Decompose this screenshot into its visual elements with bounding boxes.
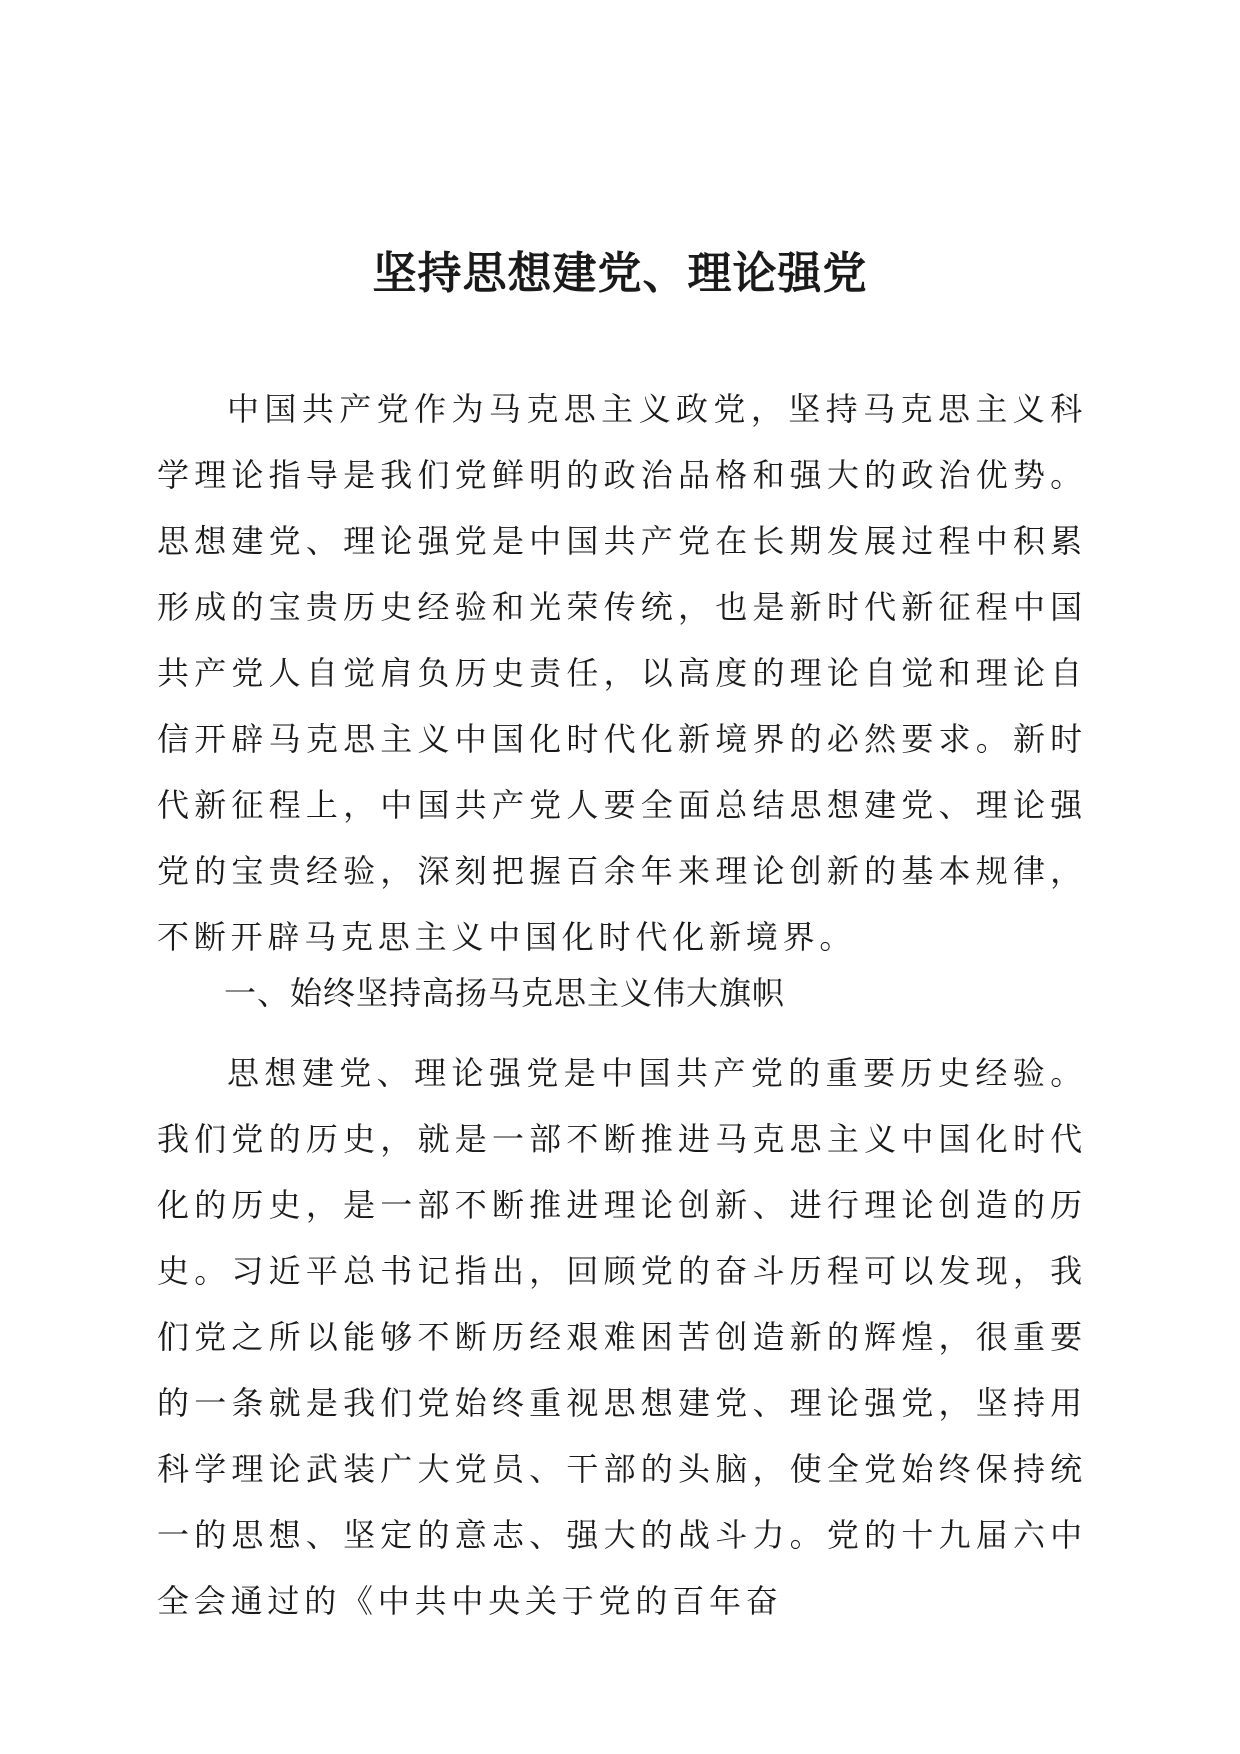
section-heading: 一、始终坚持高扬马克思主义伟大旗帜 [224, 974, 786, 1012]
section-paragraph: 思想建党、理论强党是中国共产党的重要历史经验。我们党的历史，就是一部不断推进马克思主义中国化时代化的历史，是一部不断推进理论创新、进行理论创造的历史。习近平总书记指出，回顾党的奋斗历程可以发现，我们党之所以能够不断历经艰难困苦创造新的辉煌，很重要的一条就是我们党始终重视思想建党、理论强党，坚持用科学理论武装广大党员、干部的头脑，使全党始终保持统一的思想、坚定的意志、强大的战斗力。党的十九届六中全会通过的《中共中央关于党的百年奋 [157, 1054, 1087, 1620]
intro-paragraph: 中国共产党作为马克思主义政党，坚持马克思主义科学理论指导是我们党鲜明的政治品格和强大的政治优势。思想建党、理论强党是中国共产党在长期发展过程中积累形成的宝贵历史经验和光荣传统，也是新时代新征程中国共产党人自觉肩负历史责任，以高度的理论自觉和理论自信开辟马克思主义中国化时代化新境界的必然要求。新时代新征程上，中国共产党人要全面总结思想建党、理论强党的宝贵经验，深刻把握百余年来理论创新的基本规律，不断开辟马克思主义中国化时代化新境界。 [157, 390, 1087, 956]
document-title: 坚持思想建党、理论强党 [372, 248, 868, 299]
